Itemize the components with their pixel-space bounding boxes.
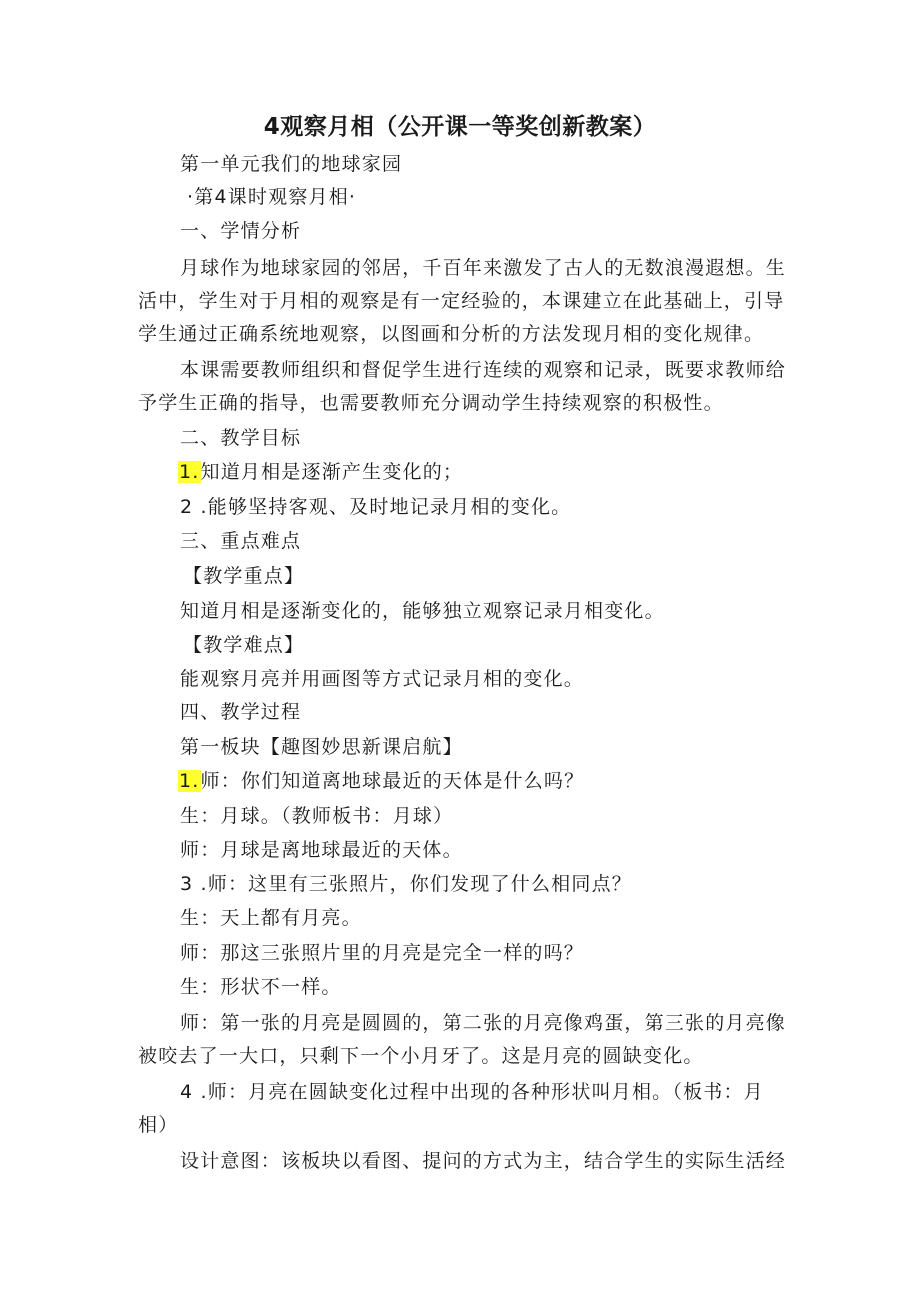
- objective-item-1: [178, 459, 463, 485]
- dialogue-line: [178, 768, 584, 794]
- dialogue-line: 被咬去了一大口，只剩下一个小月牙了。这是月亮的圆缺变化。: [138, 1045, 704, 1067]
- unit-heading: 第一单元我们的地球家园: [180, 153, 403, 175]
- dialogue-text: 师：你们知道离地球最近的天体是什么吗？: [200, 770, 585, 792]
- section-heading-keypoints: 三、重点难点: [180, 530, 302, 552]
- section-heading-analysis: 一、学情分析: [180, 220, 302, 242]
- dialogue-line: 生：天上都有月亮。: [180, 907, 362, 929]
- highlighted-number: 1.: [179, 461, 200, 483]
- key-point-text: 知道月相是逐渐变化的，能够独立观察记录月相变化。: [180, 600, 665, 622]
- dialogue-line: 师：那这三张照片里的月亮是完全一样的吗？: [180, 942, 585, 964]
- block-heading: 第一板块【趣图妙思新课启航】: [180, 736, 463, 758]
- design-intent-line: 设计意图：该板块以看图、提问的方式为主，结合学生的实际生活经: [180, 1150, 787, 1172]
- document-title: 4观察月相（公开课一等奖创新教案）: [263, 114, 657, 140]
- section-heading-process: 四、教学过程: [180, 701, 302, 723]
- paragraph-line: 本课需要教师组织和督促学生进行连续的观察和记录，既要求教师给: [180, 359, 787, 381]
- paragraph-line: 月球作为地球家园的邻居，千百年来激发了古人的无数浪漫遐想。生: [180, 257, 787, 279]
- paragraph-line: 活中，学生对于月相的观察是有一定经验的，本课建立在此基础上，引导: [138, 290, 785, 312]
- dialogue-line: 4 .师：月亮在圆缺变化过程中出现的各种形状叫月相。（板书：月: [180, 1081, 764, 1103]
- objective-item-1-text: 知道月相是逐渐产生变化的；: [200, 461, 464, 483]
- paragraph-line: 学生通过正确系统地观察，以图画和分析的方法发现月相的变化规律。: [138, 323, 765, 345]
- dialogue-line: 相）: [138, 1114, 179, 1136]
- dialogue-line: 师：月球是离地球最近的天体。: [180, 839, 463, 861]
- dialogue-line: 生：形状不一样。: [180, 976, 342, 998]
- dialogue-line: 师：第一张的月亮是圆圆的，第二张的月亮像鸡蛋，第三张的月亮像: [180, 1012, 787, 1034]
- dialogue-line: 3 .师：这里有三张照片，你们发现了什么相同点？: [180, 873, 632, 895]
- difficulty-label: 【教学难点】: [183, 634, 305, 656]
- lesson-heading: ·第4课时观察月相·: [187, 186, 357, 208]
- dialogue-line: 生：月球。（教师板书：月球）: [180, 805, 454, 827]
- key-point-label: 【教学重点】: [183, 565, 305, 587]
- highlighted-number: 1.: [179, 770, 200, 792]
- section-heading-objectives: 二、教学目标: [180, 427, 302, 449]
- paragraph-line: 予学生正确的指导，也需要教师充分调动学生持续观察的积极性。: [138, 392, 724, 414]
- difficulty-text: 能观察月亮并用画图等方式记录月相的变化。: [180, 668, 585, 690]
- objective-item-2: 2 .能够坚持客观、及时地记录月相的变化。: [180, 496, 572, 518]
